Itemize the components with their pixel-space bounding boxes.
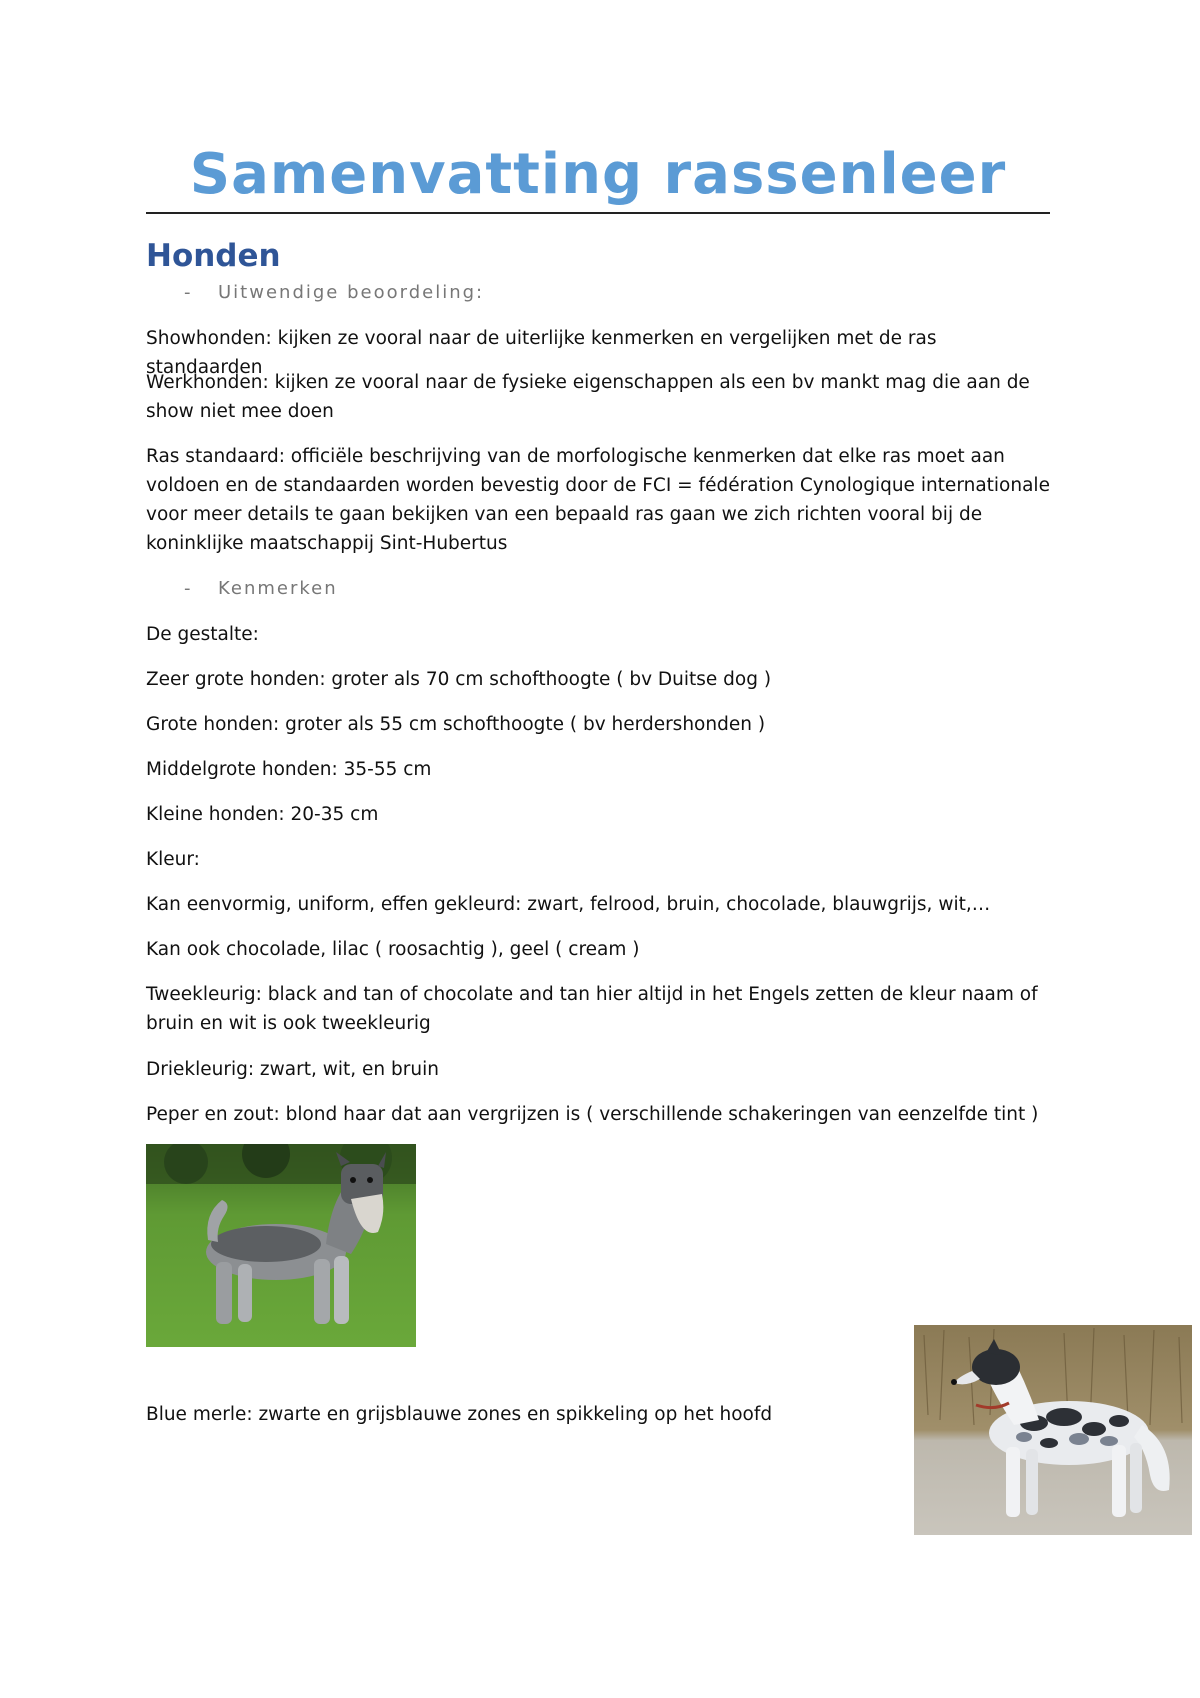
list-dash: - bbox=[184, 282, 191, 303]
list-dash: - bbox=[184, 578, 191, 599]
paragraph-zeer-grote-honden: Zeer grote honden: groter als 70 cm schofthoogte ( bv Duitse dog ) bbox=[146, 669, 772, 690]
paragraph-grote-honden: Grote honden: groter als 55 cm schofthoogte ( bv herdershonden ) bbox=[146, 714, 766, 735]
paragraph-tweekleurig: Tweekleurig: black and tan of chocolate and tan hier altijd in het Engels zetten de kleur naam of bruin en wit is ook tweekleurig bbox=[146, 984, 1038, 1034]
schnauzer-photo bbox=[146, 1144, 416, 1347]
paragraph-gestalte: De gestalte: bbox=[146, 624, 259, 645]
blue-merle-photo bbox=[914, 1325, 1192, 1535]
section-heading-honden: Honden bbox=[146, 238, 281, 274]
paragraph-middelgrote-honden: Middelgrote honden: 35-55 cm bbox=[146, 759, 432, 780]
subheading-label: Uitwendige beoordeling: bbox=[218, 282, 485, 303]
document-title: Samenvatting rassenleer bbox=[189, 142, 1007, 207]
paragraph-werkhonden: Werkhonden: kijken ze vooral naar de fysieke eigenschappen als een bv mankt mag die aan de show niet mee doen bbox=[146, 372, 1030, 422]
title-underline bbox=[146, 212, 1050, 214]
paragraph-peper-en-zout: Peper en zout: blond haar dat aan vergrijzen is ( verschillende schakeringen van eenzelfde tint ) bbox=[146, 1104, 1039, 1125]
paragraph-driekleurig: Driekleurig: zwart, wit, en bruin bbox=[146, 1059, 439, 1080]
paragraph-kleine-honden: Kleine honden: 20-35 cm bbox=[146, 804, 379, 825]
paragraph-ras-standaard: Ras standaard: officiële beschrijving van de morfologische kenmerken dat elke ras moet aan voldoen en de standaarden worden bevestig door de FCI = fédération Cynologique internationale voor meer details te gaan bekijken van een bepaald ras gaan we zich richten vooral bij de koninklijke maatschappij Sint-Hubertus bbox=[146, 446, 1050, 554]
subheading-kenmerken bbox=[184, 576, 338, 602]
paragraph-chocolade: Kan ook chocolade, lilac ( roosachtig ), geel ( cream ) bbox=[146, 939, 640, 960]
subheading-uitwendige-beoordeling bbox=[184, 280, 484, 306]
paragraph-eenvormig: Kan eenvormig, uniform, effen gekleurd: zwart, felrood, bruin, chocolade, blauwgrijs, wit,… bbox=[146, 894, 991, 915]
schnauzer-image bbox=[146, 1144, 416, 1347]
paragraph-blue-merle: Blue merle: zwarte en grijsblauwe zones en spikkeling op het hoofd bbox=[146, 1404, 773, 1425]
subheading-label: Kenmerken bbox=[218, 578, 338, 599]
paragraph-kleur: Kleur: bbox=[146, 849, 200, 870]
paragraph-showhonden: Showhonden: kijken ze vooral naar de uiterlijke kenmerken en vergelijken met de ras standaarden bbox=[146, 328, 937, 378]
blue-merle-image bbox=[914, 1325, 1192, 1535]
